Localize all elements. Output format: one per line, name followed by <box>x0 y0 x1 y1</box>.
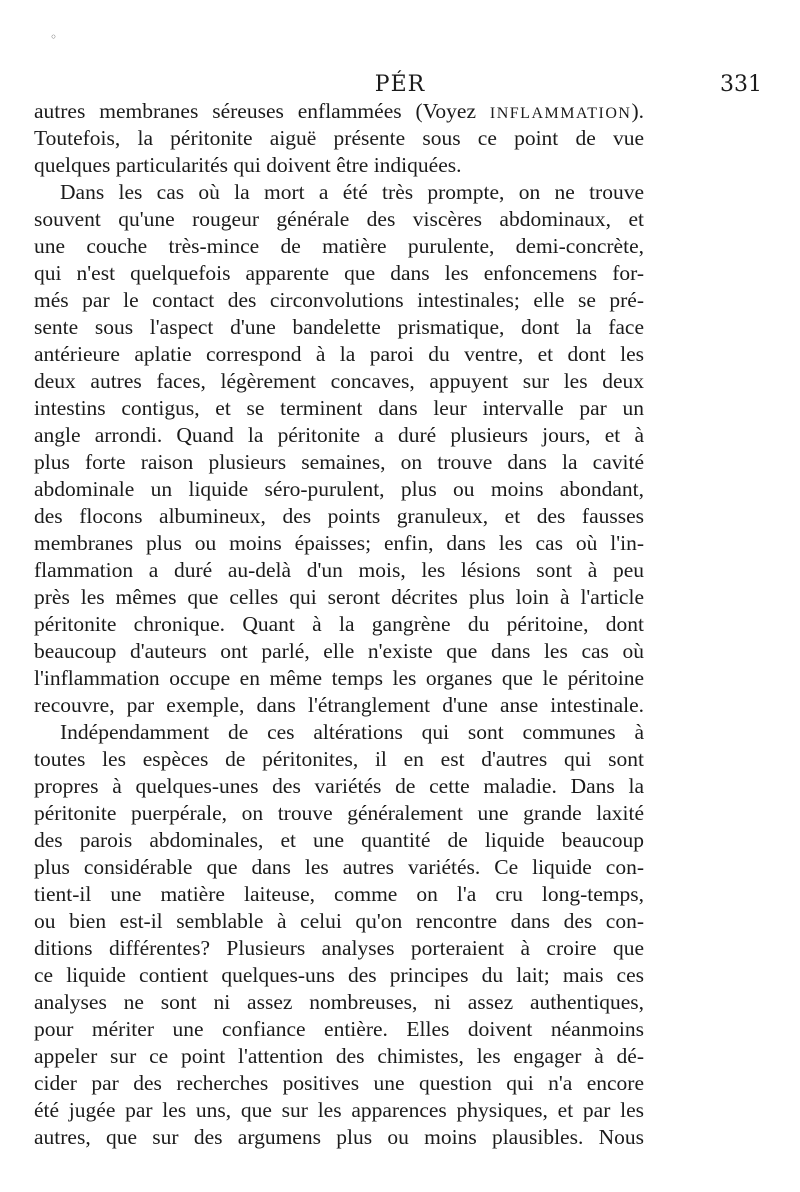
text-line-content: appeler sur ce point l'attention des chimistes, les engager à dé- <box>34 1044 644 1068</box>
text-line-content: été jugée par les uns, que sur les apparences physiques, et par les <box>34 1098 644 1122</box>
text-line <box>34 1016 644 1043</box>
text-line <box>34 557 644 584</box>
text-line-content: recouvre, par exemple, dans l'étranglement d'une anse intestinale. <box>34 693 644 717</box>
text-line-content: souvent qu'une rougeur générale des viscères abdominaux, et <box>34 207 644 231</box>
text-line-content: intestins contigus, et se terminent dans leur intervalle par un <box>34 396 644 420</box>
text-line-content: quelques particularités qui doivent être indiquées. <box>34 153 462 177</box>
text-line-content: ou bien est-il semblable à celui qu'on rencontre dans des con- <box>34 909 644 933</box>
text-line <box>34 1097 644 1124</box>
text-line <box>34 665 644 692</box>
page-number: 331 <box>720 72 762 97</box>
text-line <box>34 503 644 530</box>
text-line <box>34 395 644 422</box>
text-line-content: antérieure aplatie correspond à la paroi du ventre, et dont les <box>34 342 644 366</box>
text-line-content: des flocons albumineux, des points granuleux, et des fausses <box>34 504 644 528</box>
text-line-content: péritonite puerpérale, on trouve généralement une grande laxité <box>34 801 644 825</box>
text-line-content: beaucoup d'auteurs ont parlé, elle n'existe que dans les cas où <box>34 639 644 663</box>
text-line <box>34 314 644 341</box>
text-line-content: ce liquide contient quelques-uns des principes du lait; mais ces <box>34 963 644 987</box>
text-line <box>34 341 644 368</box>
text-line <box>34 935 644 962</box>
text-line <box>34 476 644 503</box>
text-line-content: plus forte raison plusieurs semaines, on trouve dans la cavité <box>34 450 644 474</box>
print-speck: ◦ <box>50 30 58 44</box>
text-line-content: une couche très-mince de matière purulente, demi-concrète, <box>34 234 644 258</box>
text-line-content: plus considérable que dans les autres variétés. Ce liquide con- <box>34 855 644 879</box>
text-line <box>34 692 644 719</box>
text-line <box>34 746 644 773</box>
text-line-content: l'inflammation occupe en même temps les organes que le péritoine <box>34 666 644 690</box>
text-line <box>34 611 644 638</box>
text-line <box>34 800 644 827</box>
text-line <box>34 260 644 287</box>
text-line-content: péritonite chronique. Quant à la gangrène du péritoine, dont <box>34 612 644 636</box>
text-line <box>34 233 644 260</box>
text-line <box>34 422 644 449</box>
text-line-content: deux autres faces, légèrement concaves, appuyent sur les deux <box>34 369 644 393</box>
text-line-content: analyses ne sont ni assez nombreuses, ni assez authentiques, <box>34 990 644 1014</box>
text-line <box>34 1070 644 1097</box>
text-line-content: Toutefois, la péritonite aiguë présente sous ce point de vue <box>34 126 644 150</box>
text-line <box>34 584 644 611</box>
text-line <box>34 773 644 800</box>
text-line-content: membranes plus ou moins épaisses; enfin, dans les cas où l'in- <box>34 531 644 555</box>
cross-reference: INFLAMMATION <box>489 105 632 122</box>
text-line-content: qui n'est quelquefois apparente que dans les enfoncemens for- <box>34 261 644 285</box>
text-line <box>34 287 644 314</box>
body-text <box>34 98 644 1151</box>
text-line <box>34 449 644 476</box>
text-line <box>34 206 644 233</box>
text-line-content: tient-il une matière laiteuse, comme on l'a cru long-temps, <box>34 882 644 906</box>
text-line-content: sente sous l'aspect d'une bandelette prismatique, dont la face <box>34 315 644 339</box>
text-line-content: toutes les espèces de péritonites, il en est d'autres qui sont <box>34 747 644 771</box>
text-line-content: autres, que sur des argumens plus ou moins plausibles. Nous <box>34 1125 644 1149</box>
text-line <box>34 962 644 989</box>
text-line-content: flammation a duré au-delà d'un mois, les lésions sont à peu <box>34 558 644 582</box>
text-line-content: près les mêmes que celles qui seront décrites plus loin à l'article <box>34 585 644 609</box>
text-line-content: Indépendamment de ces altérations qui sont communes à <box>60 720 644 744</box>
text-line-content: ditions différentes? Plusieurs analyses porteraient à croire que <box>34 936 644 960</box>
text-line <box>34 152 644 179</box>
text-line <box>34 368 644 395</box>
text-line-content: abdominale un liquide séro-purulent, plus ou moins abondant, <box>34 477 644 501</box>
text-line-content: autres membranes séreuses enflammées (Voyez <box>34 99 490 123</box>
text-line <box>34 854 644 881</box>
text-line <box>34 530 644 557</box>
text-line <box>34 908 644 935</box>
text-line-content: més par le contact des circonvolutions intestinales; elle se pré- <box>34 288 644 312</box>
text-line <box>34 1124 644 1151</box>
text-line <box>34 125 644 152</box>
text-line <box>34 989 644 1016</box>
text-line <box>34 179 644 206</box>
punctuation: ). <box>631 99 644 123</box>
running-head-title: PÉR <box>374 72 426 97</box>
text-line <box>34 827 644 854</box>
text-line-content: cider par des recherches positives une question qui n'a encore <box>34 1071 644 1095</box>
text-line <box>34 719 644 746</box>
text-line <box>34 1043 644 1070</box>
text-line-content: Dans les cas où la mort a été très prompte, on ne trouve <box>60 180 644 204</box>
text-line-content: des parois abdominales, et une quantité de liquide beaucoup <box>34 828 644 852</box>
text-line-content: angle arrondi. Quand la péritonite a duré plusieurs jours, et à <box>34 423 644 447</box>
text-line-content: pour mériter une confiance entière. Elles doivent néanmoins <box>34 1017 644 1041</box>
text-line <box>34 638 644 665</box>
text-line <box>34 881 644 908</box>
text-line <box>34 98 644 125</box>
text-line-content: propres à quelques-unes des variétés de cette maladie. Dans la <box>34 774 644 798</box>
